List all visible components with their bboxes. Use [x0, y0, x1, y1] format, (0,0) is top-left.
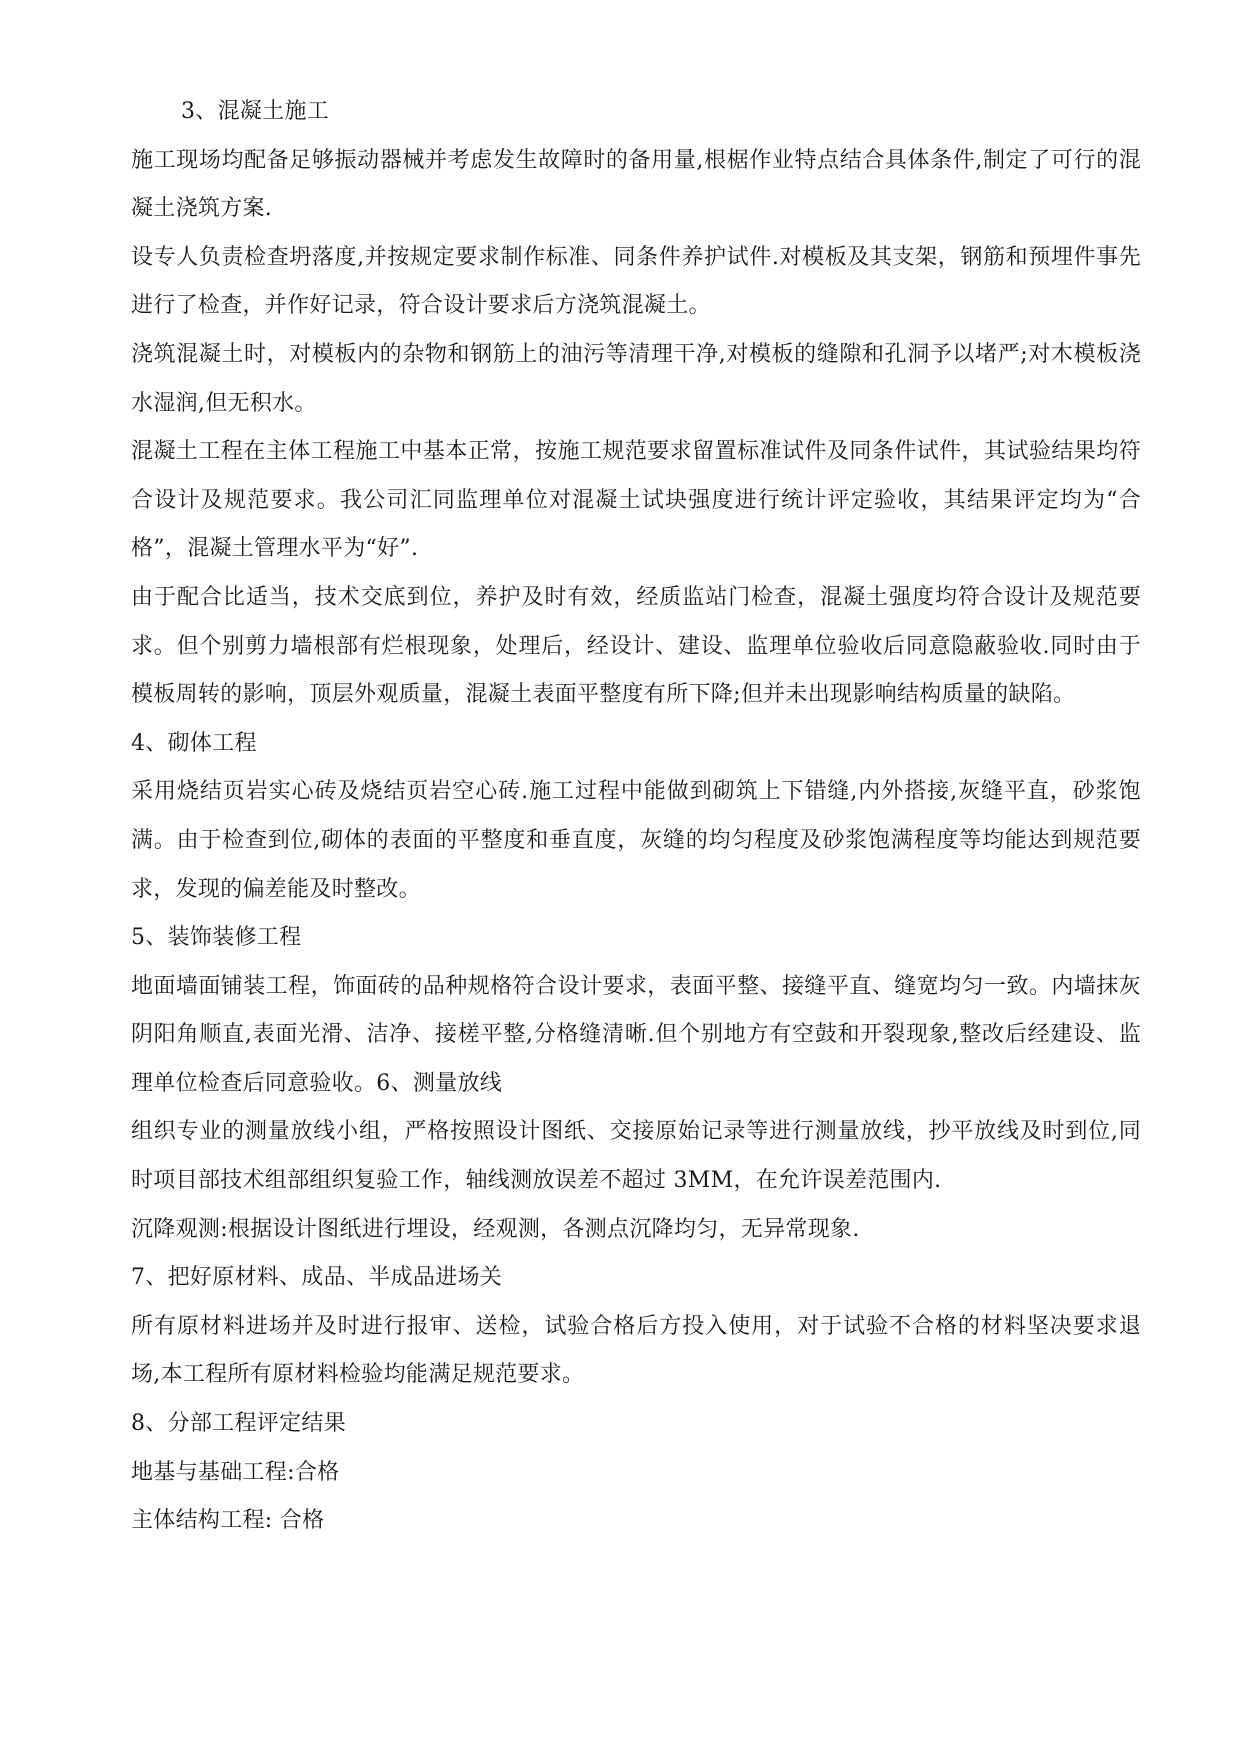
paragraph-surveying: 组织专业的测量放线小组，严格按照设计图纸、交接原始记录等进行测量放线，抄平放线及时到位,同时项目部技术组部组织复验工作，轴线测放误差不超过 3MM，在允许误差范围内. [131, 1119, 1141, 1194]
heading-masonry: 4、砌体工程 [131, 730, 257, 756]
heading-concrete-construction: 3、混凝土施工 [181, 99, 330, 124]
document-body [131, 88, 1141, 1546]
paragraph-materials-details: 所有原材料进场并及时进行报审、送检，试验合格后方投入使用，对于试验不合格的材料坚决要求退场,本工程所有原材料检验均能满足规范要求。 [131, 1313, 1141, 1388]
paragraph-pouring-preparation: 浇筑混凝土时，对模板内的杂物和钢筋上的油污等清理干净,对模板的缝隙和孔洞予以堵严;对木模板浇水湿润,但无积水。 [131, 341, 1141, 416]
paragraph-masonry-details: 采用烧结页岩实心砖及烧结页岩空心砖.施工过程中能做到砌筑上下错缝,内外搭接,灰缝平直，砂浆饱满。由于检查到位,砌体的表面的平整度和垂直度，灰缝的均匀程度及砂浆饱满程度等均能达到规范要求，发现的偏差能及时整改。 [131, 779, 1141, 902]
heading-evaluation-results: 8、分部工程评定结果 [131, 1411, 346, 1437]
paragraph-vibration-equipment: 施工现场均配备足够振动器械并考虑发生故障时的备用量,根椐作业特点结合具体条件,制定了可行的混凝土浇筑方案. [131, 147, 1141, 222]
heading-decoration: 5、装饰装修工程 [131, 925, 302, 951]
paragraph-concrete-strength: 由于配合比适当，技术交底到位，养护及时有效，经质监站门检查，混凝土强度均符合设计及规范要求。但个别剪力墙根部有烂根现象，处理后，经设计、建设、监理单位验收后同意隐蔽验收.同时由于模板周转的影响，顶层外观质量，混凝土表面平整度有所下降;但并未出现影响结构质量的缺陷。 [131, 584, 1141, 708]
result-main-structure: 主体结构工程: 合格 [131, 1508, 325, 1534]
paragraph-concrete-test-results: 混凝土工程在主体工程施工中基本正常，按施工规范要求留置标准试件及同条件试件，其试验结果均符合设计及规范要求。我公司汇同监理单位对混凝土试块强度进行统计评定验收，其结果评定均为“合格”，混凝土管理水平为“好”. [131, 439, 1141, 562]
paragraph-decoration-details: 地面墙面铺装工程，饰面砖的品种规格符合设计要求，表面平整、接缝平直、缝宽均匀一致。内墙抹灰阴阳角顺直,表面光滑、洁净、接槎平整,分格缝清晰.但个别地方有空鼓和开裂现象,整改后经建设、监理单位检查后同意验收。6、测量放线 [131, 973, 1141, 1096]
paragraph-slump-inspection: 设专人负责检查坍落度,并按规定要求制作标准、同条件养护试件.对模板及其支架，钢筋和预埋件事先进行了检查，并作好记录，符合设计要求后方浇筑混凝土。 [131, 244, 1141, 319]
result-foundation: 地基与基础工程:合格 [131, 1459, 340, 1485]
paragraph-settlement-observation: 沉降观测:根据设计图纸进行埋设，经观测，各测点沉降均匀，无异常现象. [131, 1216, 860, 1242]
heading-materials-control: 7、把好原材料、成品、半成品进场关 [131, 1265, 503, 1291]
